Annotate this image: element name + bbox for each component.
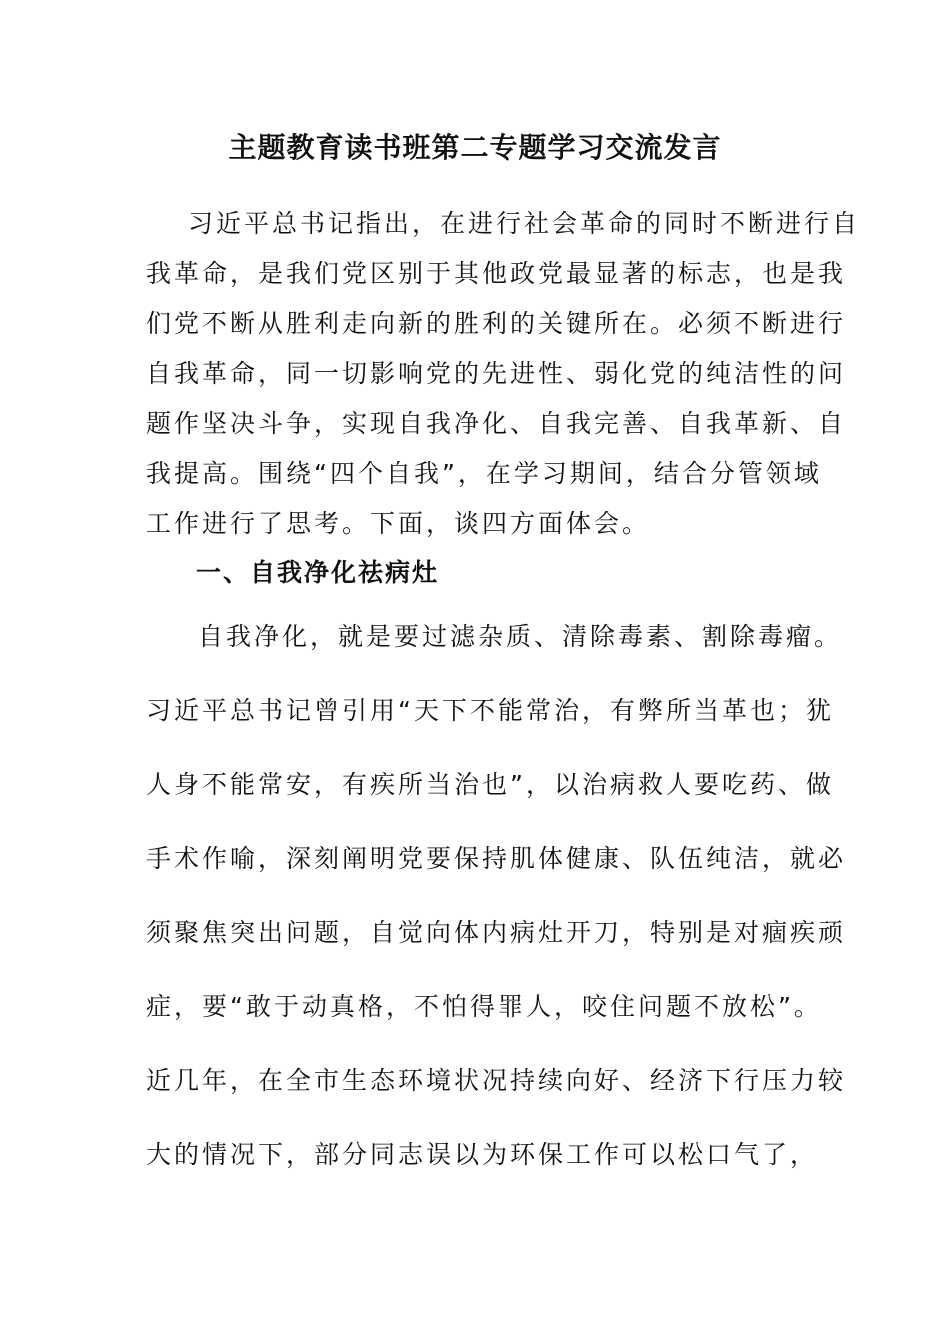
paragraph-line: 我提高。围绕“四个自我”，在学习期间，结合分管领域	[146, 459, 822, 488]
document-title: 主题教育读书班第二专题学习交流发言	[228, 131, 722, 164]
paragraph-line: 题作坚决斗争，实现自我净化、自我完善、自我革新、自	[146, 409, 847, 438]
section-paragraph	[146, 611, 847, 1203]
paragraph-line: 近几年，在全市生态环境状况持续向好、经济下行压力较	[146, 1066, 847, 1095]
paragraph-line: 习近平总书记指出，在进行社会革命的同时不断进行自	[188, 209, 861, 238]
paragraph-line: 手术作喻，深刻阐明党要保持肌体健康、队伍纯洁，就必	[146, 844, 847, 873]
paragraph-line: 须聚焦突出问题，自觉向体内病灶开刀，特别是对痼疾顽	[146, 918, 847, 947]
paragraph-line: 症，要“敢于动真格，不怕得罪人，咬住问题不放松”。	[146, 992, 822, 1021]
paragraph-line: 大的情况下，部分同志误以为环保工作可以松口气了，	[146, 1140, 819, 1169]
paragraph-line: 人身不能常安，有疾所当治也”，以治病救人要吃药、做	[146, 770, 834, 799]
paragraph-line: 自我净化，就是要过滤杂质、清除毒素、割除毒瘤。	[198, 622, 843, 651]
paragraph-line: 工作进行了思考。下面，谈四方面体会。	[146, 509, 651, 538]
paragraph-line: 习近平总书记曾引用“天下不能常治，有弊所当革也；犹	[146, 696, 834, 725]
paragraph-line: 自我革命，同一切影响党的先进性、弱化党的纯洁性的问	[146, 359, 847, 388]
section-heading: 一、自我净化祛病灶	[196, 558, 440, 587]
paragraph-line: 我革命，是我们党区别于其他政党最显著的标志，也是我	[146, 259, 847, 288]
paragraph-line: 们党不断从胜利走向新的胜利的关键所在。必须不断进行	[146, 309, 847, 338]
intro-paragraph	[146, 199, 861, 549]
